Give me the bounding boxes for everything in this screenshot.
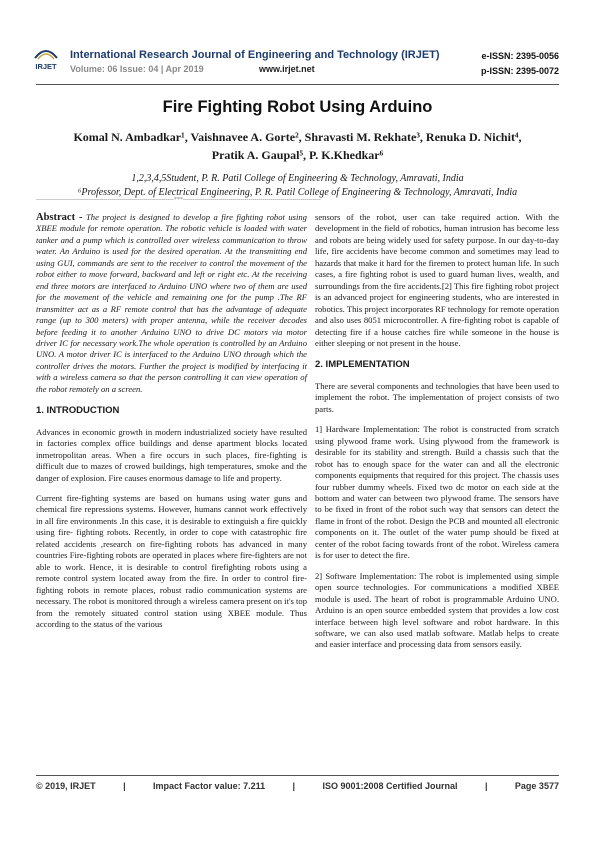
irjet-logo	[32, 46, 60, 72]
footer-copyright: © 2019, IRJET	[36, 781, 96, 791]
paper-title: Fire Fighting Robot Using Arduino	[162, 98, 433, 116]
footer-page-number: Page 3577	[514, 781, 559, 791]
impl-paragraph-1: There are several components and technologies that have been used to implement the robot. The implementation of project consists of two parts.	[315, 380, 559, 414]
intro-paragraph-1: Advances in economic growth in modern industrialized society have resulted in factories complex office buildings and dense apartment blocks located inmetropolitan areas. When a fire occurs in such places, fire-fighting is difficult due to mazes of crowed buildings, high temperatures, smoke and the danger of explosion. Fire causes enormous damage to life and property.	[36, 426, 307, 483]
volume-issue: Volume: 06 Issue: 04 | Apr 2019	[70, 64, 204, 74]
footer-divider: |	[292, 781, 296, 791]
right-column	[315, 212, 559, 660]
section-heading-implementation: 2. IMPLEMENTATION	[315, 359, 410, 371]
pissn: p-ISSN: 2395-0072	[480, 66, 559, 76]
journal-name: International Research Journal of Engineering and Technology (IRJET)	[70, 49, 440, 61]
section-heading-introduction: 1. INTRODUCTION	[36, 405, 120, 417]
footer-rule	[36, 775, 559, 776]
abstract-text: The project is designed to develop a fire fighting robot using XBEE module for remote operation. The robotic vehicle is loaded with water tanker and a pump which is controlled over wireless communication to throw water. An Arduino is used for the desired operation. At the transmitting end using GUI, commands are sent to the receiver to control the movement of the robot either to move forward, backward and left or right etc. At the receiving end three motors are interfaced to Arduino UNO where two of them are used for the movement of the vehicle and remaining one for the pump .The RF transmitter act as a RF remote control that has the advantage of adequate range (up to 300 meters) with proper antenna, while the receiver decodes before feeding it to another Arduino UNO to drive DC motors via motor driver IC for necessary work.The whole operation is controlled by an Arduino UNO. A motor driver IC is interfaced to the Arduino UNO through which the controller drives the motors. Further the project is modified by interfacing it with a wireless camera so that the person controlling it can view operation of the robot remotely on a screen.	[36, 212, 307, 394]
impl-paragraph-software: 2] Software Implementation: The robot is implemented using simple open source technologies. For communications a modified XBEE module is used. The heart of robot is programmable Arduino UNO. Arduino is an open source embedded system that provides a low cost interface between high level software and robot hardware. In this software, we can also used matlab software. Matlab helps to create and easier interface and processing data from sensors easily.	[315, 570, 559, 650]
intro-paragraph-2: Current fire-fighting systems are based on humans using water guns and chemical fire repressions systems. However, humans cannot work effectively in all fire environments .In this case, it is desirable to extinguish a fire quickly using fire- fighting robots. Recently, in order to cope with catastrophic fire related accidents ,research on fire-fighting robots has advanced in many countries Fire-fighting robots are operated in places where fire-fighters are not able to work. Hence, it is desirable to control firefighting robots using a remote control system located away from the fire. In order to control fire-fighting robots in remote places, robust radio communication systems are necessary. The robot is monitored through a wireless camera present on it's top from the remotely situated control station using XBEE module. Thus according to the status of the various	[36, 492, 307, 629]
impl-paragraph-hardware: 1] Hardware Implementation: The robot is constructed from scratch using plywood frame work. Using plywood from the framework is desirable for its stability and strength. Build a chassis such that the robot has to enough space for the water can and all the electronic components equipments that required for this project. The chassis uses four rubber dummy wheels. Fixed two dc motor on each side at the bottom and water can between two plywood frame. The sensors have to be fixed in front of the robot such way that sensors can detect the flame in front of the robot. Design the PCB and mounted all electronic components on it. The outlet of the water pump should be fixed at center of the robot facing towards front of the robot. Wireless camera is for user to detect the fire.	[315, 424, 559, 561]
header-rule	[36, 84, 559, 85]
intro-paragraph-3: sensors of the robot, user can take required action. With the development in the field of robotics, human intrusion has become less and robots are being widely used for safety purpose. In our day-to-day life, fire accidents have become common and sometimes may lead to hazards that make it hard for the firemen to protect human life. In such cases, a fire fighting robot is used to guard human lives, wealth, and surroundings from the fire accidents.[2] This fire fighting robot project is an advanced project for engineering students, who are interested in robotics. This project incorporates RF technology for remote operation and also uses 8051 microcontroller. A fire-fighting robot is capable of detecting fire if a house catches fire while someone in the house is either sleeping or not present in the house.	[315, 212, 559, 348]
eissn: e-ISSN: 2395-0056	[481, 51, 559, 61]
logo-text: IRJET	[35, 62, 57, 71]
authors-line-2: Pratik A. Gaupal⁵, P. K.Khedkar⁶	[211, 148, 384, 162]
footer-impact-factor: Impact Factor value: 7.211	[153, 781, 266, 791]
authors-line-1: Komal N. Ambadkar¹, Vaishnavee A. Gorte², Shravasti M. Rekhate³, Renuka D. Nichit⁴,	[73, 130, 522, 144]
separator-line: ---------------------------------------------------------------------***---------------------------------------------------------------------	[36, 197, 321, 203]
abstract	[36, 212, 307, 395]
issn-block	[481, 49, 559, 79]
page-footer	[36, 781, 559, 791]
authors	[40, 128, 555, 164]
left-column	[36, 212, 307, 639]
affiliation-professor: ⁶Professor, Dept. of Electrical Engineering, P. R. Patil College of Engineering & Technology, Amravati, India	[77, 187, 518, 198]
affiliation-students: 1,2,3,4,5Student, P. R. Patil College of Engineering & Technology, Amravati, India	[131, 173, 464, 184]
abstract-label: Abstract -	[36, 212, 83, 223]
footer-iso: ISO 9001:2008 Certified Journal	[322, 781, 458, 791]
journal-website[interactable]: www.irjet.net	[259, 64, 315, 74]
footer-divider: |	[123, 781, 126, 791]
footer-divider: |	[484, 781, 488, 791]
